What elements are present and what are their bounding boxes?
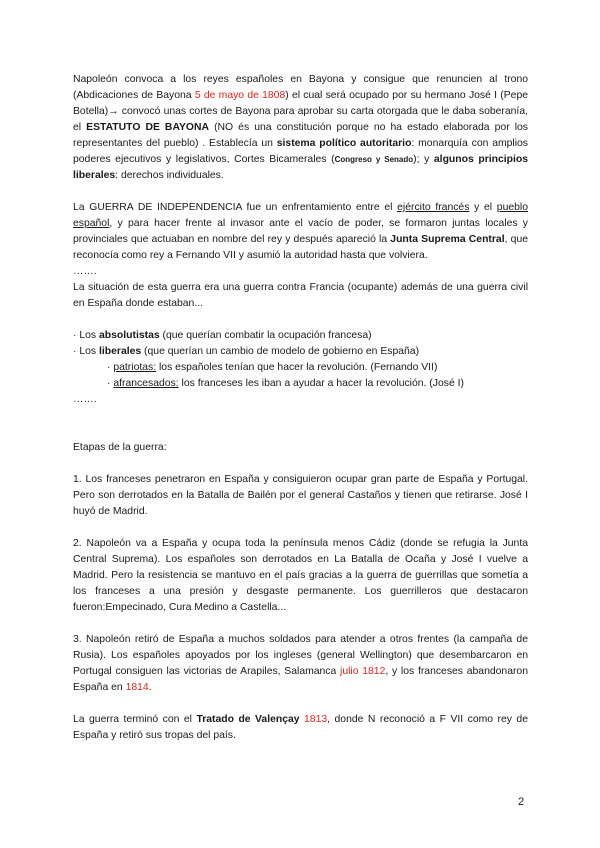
ellipsis: ……. xyxy=(73,266,97,277)
underlined-term: pueblo español xyxy=(73,202,528,229)
document-body xyxy=(73,72,528,744)
bold-term: sistema político autoritario xyxy=(276,138,412,149)
date-highlight: 1813 xyxy=(304,714,328,725)
stage-2: 2. Napoleón va a España y ocupa toda la península menos Cádiz (donde se refugia la Junta Central Suprema). Los españoles son derrotados en La Batalla de Ocaña y José I vuelve a Madrid. Pero la resistencia se mantuvo en el país gracias a la guerra de guerrillas que sometía a los franceses a una presión y desgaste permanente. Los guerrilleros que destacaron fueron:Empecinado, Cura Medino a Castella... xyxy=(73,538,528,613)
ellipsis: ……. xyxy=(73,394,97,405)
small-bold-text: Congreso y Senado xyxy=(334,155,414,164)
bold-term: Junta Suprema Central xyxy=(390,234,505,245)
paragraph-guerra: La GUERRA DE INDEPENDENCIA fue un enfrentamiento entre el ejército francés y el pueblo español, y para hacer frente al invasor ante el vacío de poder, se formaron juntas locales y provinciales que actuaban en nombre del rey y después apareció la Junta Suprema Central, que reconocía como rey a Fernando VII y asumió la autoridad hasta que volviera. xyxy=(73,202,528,261)
stages-heading: Etapas de la guerra: xyxy=(73,442,167,453)
list-item-patriotas: · patriotas: los españoles tenían que hacer la revolución. (Fernando VII) xyxy=(107,362,438,373)
page-number: 2 xyxy=(518,796,525,808)
date-highlight: 1814 xyxy=(125,682,149,693)
underlined-term: ejército francés xyxy=(397,202,470,213)
list-item-absolutistas: · Los absolutistas (que querían combatir la ocupación francesa) xyxy=(73,330,372,341)
paragraph-ending: La guerra terminó con el Tratado de Valençay 1813, donde N reconoció a F VII como rey de España y retiró sus tropas del país. xyxy=(73,714,528,741)
stage-3: 3. Napoleón retiró de España a muchos soldados para atender a otros frentes (la campaña de Rusia). Los españoles apoyados por los ingleses (general Wellington) que desembarcaron en Portugal consiguen las victorias de Arapiles, Salamanca julio 1812, y los franceses abandonaron España en 1814. xyxy=(73,634,528,693)
stage-1: 1. Los franceses penetraron en España y consiguieron ocupar gran parte de España y Portugal. Pero son derrotados en la Batalla de Bailén por el general Castaños y tienen que retirarse. José I huyó de Madrid. xyxy=(73,474,528,517)
list-item-liberales: · Los liberales (que querían un cambio de modelo de gobierno en España) xyxy=(73,346,420,357)
list-item-afrancesados: · afrancesados: los franceses les iban a ayudar a hacer la revolución. (José I) xyxy=(107,378,464,389)
bold-term: algunos principios liberales xyxy=(73,154,528,181)
bold-term: Tratado de Valençay xyxy=(196,714,300,725)
paragraph-situacion: La situación de esta guerra era una guerra contra Francia (ocupante) además de una guerra civil en España donde estaban... xyxy=(73,282,528,309)
bold-term: ESTATUTO DE BAYONA xyxy=(86,122,210,133)
date-highlight: 5 de mayo de 1808 xyxy=(194,90,286,101)
date-highlight: julio 1812 xyxy=(340,666,386,677)
paragraph-bayona: Napoleón convoca a los reyes españoles en Bayona y consigue que renuncien al trono (Abdicaciones de Bayona 5 de mayo de 1808) el cual será ocupado por su hermano José I (Pepe Botella)→ convocó unas cortes de Bayona para aprobar su carta otorgada que le daba soberanía, el ESTATUTO DE BAYONA (NO és una constitución porque no ha estado elaborada por los representantes del pueblo) . Establecía un sistema político autoritario: monarquía con amplios poderes ejecutivos y legislativos, Cortes Bicamerales (Congreso y Senado); y algunos principios liberales: derechos individuales. xyxy=(73,74,529,181)
